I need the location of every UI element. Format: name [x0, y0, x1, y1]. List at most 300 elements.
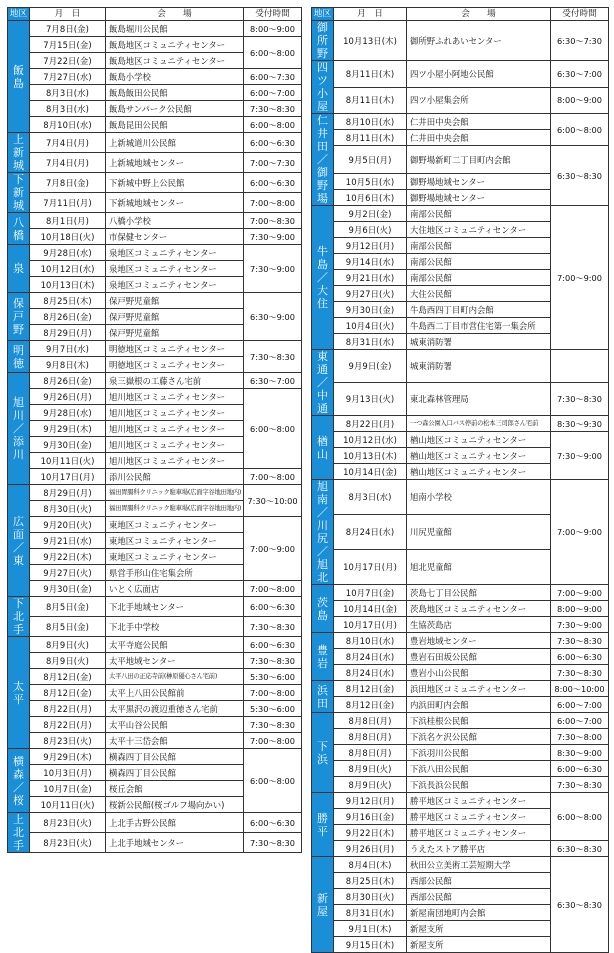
date-cell: 9月12日(月)	[334, 793, 407, 809]
date-cell: 9月30日(金)	[30, 437, 106, 453]
time-cell: 7:30〜9:00	[244, 245, 302, 293]
date-cell: 8月12日(金)	[334, 697, 407, 713]
area-cell: 横森／桜	[8, 749, 30, 813]
table-row	[8, 749, 302, 765]
venue-cell: 福田胃腸科クリニック駐車場(広面字谷地田地内)	[106, 501, 244, 517]
time-cell: 6:00〜7:30	[244, 69, 302, 85]
date-cell: 10月6日(木)	[334, 190, 407, 206]
date-cell: 9月26日(月)	[334, 841, 407, 857]
venue-cell: いとく広面店	[106, 581, 244, 597]
table-row	[312, 665, 609, 681]
venue-cell: 豊岩石田坂公民館	[407, 649, 551, 665]
table-row	[8, 293, 302, 309]
area-cell: 上新城	[8, 133, 30, 173]
date-cell: 8月3日(水)	[30, 101, 106, 117]
table-row	[8, 153, 302, 173]
venue-cell: 御所野ふれあいセンター	[407, 21, 551, 61]
venue-cell: 太平上八田公民館前	[106, 685, 244, 701]
table-row	[8, 597, 302, 617]
date-cell: 7月8日(金)	[30, 21, 106, 37]
date-cell: 9月13日(火)	[334, 383, 407, 416]
time-cell: 6:30〜7:00	[244, 373, 302, 389]
venue-cell: 東地区コミュニティセンター	[106, 517, 244, 533]
table-row	[312, 87, 609, 114]
area-cell: 下北手	[8, 597, 30, 637]
time-cell: 7:30〜10:00	[244, 485, 302, 517]
area-cell: 牛島／大住	[312, 206, 334, 350]
table-row	[8, 117, 302, 133]
table-row	[312, 114, 609, 130]
date-cell: 8月9日(火)	[334, 777, 407, 793]
time-cell: 8:30〜9:30	[551, 416, 609, 432]
table-row	[312, 617, 609, 633]
date-cell: 8月11日(木)	[334, 61, 407, 88]
venue-cell: 太平山谷公民館	[106, 717, 244, 733]
time-cell: 6:30〜9:00	[244, 293, 302, 341]
table-row	[8, 517, 302, 533]
header-area: 地区	[8, 8, 30, 21]
table-row	[8, 833, 302, 853]
table-row	[312, 745, 609, 761]
date-cell: 9月1日(木)	[334, 921, 407, 937]
date-cell: 9月12日(月)	[334, 238, 407, 254]
date-cell: 8月10日(水)	[30, 117, 106, 133]
time-cell: 7:30〜9:00	[551, 617, 609, 633]
date-cell: 8月23日(火)	[30, 833, 106, 853]
table-row	[8, 653, 302, 669]
area-cell: 旭川／添川	[8, 373, 30, 485]
venue-cell: 上北手古野公民館	[106, 813, 244, 833]
date-cell: 7月11日(月)	[30, 193, 106, 213]
venue-cell: 川尻児童館	[407, 515, 551, 550]
time-cell: 7:30〜8:30	[551, 665, 609, 681]
date-cell: 8月23日(火)	[30, 733, 106, 749]
date-cell: 9月7日(水)	[30, 341, 106, 357]
time-cell: 6:00〜6:30	[244, 133, 302, 153]
venue-cell: 太平黒沢の渡辺重徳さん宅前	[106, 701, 244, 717]
date-cell: 8月31日(水)	[334, 334, 407, 350]
table-header-row	[312, 8, 609, 21]
time-cell: 7:00〜9:00	[551, 206, 609, 350]
venue-cell: 福田胃腸科クリニック駐車場(広面字谷地田地内)	[106, 485, 244, 501]
date-cell: 10月18日(火)	[30, 229, 106, 245]
venue-cell: 茨島七丁目公民館	[407, 585, 551, 601]
table-row	[8, 173, 302, 193]
date-cell: 10月7日(金)	[30, 781, 106, 797]
venue-cell: 四ツ小屋小阿地公民館	[407, 61, 551, 88]
date-cell: 9月5日(月)	[334, 146, 407, 174]
venue-cell: 仁井田中央会館	[407, 114, 551, 130]
date-cell: 10月5日(水)	[334, 174, 407, 190]
time-cell: 6:00〜8:00	[244, 749, 302, 813]
venue-cell: 南部公民館	[407, 206, 551, 222]
time-cell: 7:00〜8:00	[244, 733, 302, 749]
venue-cell: 飯島小学校	[106, 69, 244, 85]
venue-cell: 楢山地区コミュニティセンター	[407, 448, 551, 464]
date-cell: 10月7日(金)	[334, 585, 407, 601]
table-row	[8, 581, 302, 597]
date-cell: 9月22日(木)	[334, 825, 407, 841]
date-cell: 8月5日(金)	[30, 597, 106, 617]
date-cell: 8月29日(月)	[30, 325, 106, 341]
venue-cell: 保戸野児童館	[106, 309, 244, 325]
date-cell: 8月4日(木)	[334, 857, 407, 873]
date-cell: 8月30日(火)	[30, 501, 106, 517]
date-cell: 9月2日(金)	[334, 206, 407, 222]
table-row	[8, 69, 302, 85]
schedule-table-right	[311, 7, 609, 953]
table-row	[8, 229, 302, 245]
table-row	[8, 617, 302, 637]
time-cell: 6:00〜6:30	[551, 649, 609, 665]
venue-cell: 下新城中野上公民館	[106, 173, 244, 193]
time-cell: 7:30〜8:30	[244, 101, 302, 117]
time-cell: 7:30〜8:30	[551, 383, 609, 416]
venue-cell: 西部公民館	[407, 889, 551, 905]
venue-cell: 東地区コミュニティセンター	[106, 549, 244, 565]
venue-cell: 牛島西四丁目町内会館	[407, 302, 551, 318]
area-cell: 上北手	[8, 813, 30, 853]
venue-cell: うえたストア勝平店	[407, 841, 551, 857]
table-row	[8, 733, 302, 749]
date-cell: 9月29日(木)	[30, 421, 106, 437]
area-cell: 浜田	[312, 681, 334, 713]
date-cell: 8月23日(火)	[30, 813, 106, 833]
date-cell: 10月12日(水)	[334, 432, 407, 448]
table-row	[312, 777, 609, 793]
table-row	[312, 649, 609, 665]
time-cell: 7:00〜9:00	[244, 517, 302, 581]
area-cell: 八橋	[8, 213, 30, 245]
date-cell: 10月17日(月)	[334, 617, 407, 633]
venue-cell: 勝平地区コミュニティセンター	[407, 809, 551, 825]
date-cell: 8月3日(水)	[334, 480, 407, 515]
time-cell: 7:00〜9:00	[551, 585, 609, 601]
venue-cell: 八橋小学校	[106, 213, 244, 229]
table-row	[312, 480, 609, 515]
time-cell: 8:00〜9:00	[551, 601, 609, 617]
date-cell: 7月4日(月)	[30, 133, 106, 153]
time-cell: 7:30〜8:30	[244, 341, 302, 373]
date-cell: 9月26日(月)	[30, 389, 106, 405]
time-cell: 7:30〜8:00	[551, 729, 609, 745]
venue-cell: 仁井田中央会館	[407, 130, 551, 146]
header-venue: 会 場	[407, 8, 551, 21]
venue-cell: 飯島地区コミュニティセンター	[106, 53, 244, 69]
date-cell: 7月15日(金)	[30, 37, 106, 53]
venue-cell: 秋田公立美術工芸短期大学	[407, 857, 551, 873]
venue-cell: 城東消防署	[407, 350, 551, 383]
time-cell: 5:30〜6:00	[244, 669, 302, 685]
time-cell: 7:00〜8:30	[244, 213, 302, 229]
table-row	[8, 813, 302, 833]
time-cell: 7:00〜8:00	[244, 469, 302, 485]
date-cell: 10月13日(木)	[30, 277, 106, 293]
venue-cell: 牛島西二丁目市営住宅第一集会所	[407, 318, 551, 334]
table-row	[8, 37, 302, 53]
date-cell: 9月9日(金)	[334, 350, 407, 383]
table-row	[8, 193, 302, 213]
table-row	[312, 206, 609, 222]
area-cell: 旭南／川尻／旭北	[312, 480, 334, 585]
time-cell: 6:00〜6:30	[244, 597, 302, 617]
venue-cell: 生協茨島店	[407, 617, 551, 633]
date-cell: 8月24日(水)	[334, 665, 407, 681]
venue-cell: 泉地区コミュニティセンター	[106, 245, 244, 261]
venue-cell: 飯島飯田公民館	[106, 85, 244, 101]
table-row	[312, 350, 609, 383]
venue-cell: 泉三嶽根の工藤さん宅前	[106, 373, 244, 389]
date-cell: 8月26日(金)	[30, 373, 106, 389]
venue-cell: 大住地区コミュニティセンター	[407, 222, 551, 238]
time-cell: 8:00〜9:00	[551, 87, 609, 114]
time-cell: 7:30〜8:30	[551, 633, 609, 649]
date-cell: 9月15日(木)	[334, 937, 407, 953]
area-cell: 豊岩	[312, 633, 334, 681]
date-cell: 8月30日(火)	[334, 889, 407, 905]
table-row	[312, 416, 609, 432]
area-cell: 東通／中通	[312, 350, 334, 416]
date-cell: 9月21日(水)	[30, 533, 106, 549]
date-cell: 8月10日(水)	[334, 114, 407, 130]
area-cell: 新屋	[312, 857, 334, 953]
venue-cell: 上新城道川公民館	[106, 133, 244, 153]
table-row	[8, 717, 302, 733]
date-cell: 10月13日(木)	[334, 21, 407, 61]
table-row	[8, 389, 302, 405]
venue-cell: 南部公民館	[407, 270, 551, 286]
venue-cell: 旭北児童館	[407, 550, 551, 585]
date-cell: 8月3日(水)	[30, 85, 106, 101]
header-date: 月 日	[30, 8, 106, 21]
venue-cell: 西部公民館	[407, 873, 551, 889]
venue-cell: 四ツ小屋集会所	[407, 87, 551, 114]
venue-cell: 県営手形山住宅集会所	[106, 565, 244, 581]
table-row	[8, 341, 302, 357]
venue-cell: 大住公民館	[407, 286, 551, 302]
date-cell: 8月9日(火)	[334, 761, 407, 777]
venue-cell: 太平十三岱会館	[106, 733, 244, 749]
date-cell: 10月3日(月)	[30, 765, 106, 781]
venue-cell: 御野場地域センター	[407, 174, 551, 190]
time-cell: 7:30〜8:30	[244, 717, 302, 733]
date-cell: 8月29日(月)	[30, 485, 106, 501]
venue-cell: 南部公民館	[407, 254, 551, 270]
date-cell: 8月12日(金)	[334, 681, 407, 697]
date-cell: 8月11日(木)	[334, 87, 407, 114]
area-cell: 下新城	[8, 173, 30, 213]
venue-cell: 御野場地域センター	[407, 190, 551, 206]
date-cell: 10月12日(水)	[30, 261, 106, 277]
table-row	[312, 761, 609, 777]
date-cell: 9月16日(金)	[334, 809, 407, 825]
time-cell: 7:30〜8:30	[244, 617, 302, 637]
venue-cell: 太平地域センター	[106, 653, 244, 669]
venue-cell: 東北森林管理局	[407, 383, 551, 416]
time-cell: 7:30〜9:00	[551, 432, 609, 480]
time-cell: 6:00〜6:30	[244, 813, 302, 833]
venue-cell: 内浜田町内会館	[407, 697, 551, 713]
venue-cell: 南部公民館	[407, 238, 551, 254]
table-row	[312, 713, 609, 729]
time-cell: 6:00〜8:00	[244, 37, 302, 69]
venue-cell: 飯島サンパーク公民館	[106, 101, 244, 117]
venue-cell: 新屋南団地町内会館	[407, 905, 551, 921]
venue-cell: 泉地区コミュニティセンター	[106, 261, 244, 277]
venue-cell: 下浜長浜公民館	[407, 777, 551, 793]
date-cell: 9月28日(水)	[30, 245, 106, 261]
date-cell: 8月9日(火)	[30, 637, 106, 653]
table-row	[8, 133, 302, 153]
time-cell: 7:30〜8:30	[244, 653, 302, 669]
date-cell: 7月27日(水)	[30, 69, 106, 85]
table-row	[312, 841, 609, 857]
venue-cell: 旭川地区コミュニティセンター	[106, 389, 244, 405]
venue-cell: 桜新公民館(桜ゴルフ場向かい)	[106, 797, 244, 813]
date-cell: 8月22日(月)	[334, 416, 407, 432]
time-cell: 7:30〜8:30	[551, 777, 609, 793]
venue-cell: 旭南小学校	[407, 480, 551, 515]
time-cell: 6:00〜8:00	[244, 117, 302, 133]
table-row	[312, 146, 609, 174]
venue-cell: 保戸野児童館	[106, 325, 244, 341]
date-cell: 10月11日(火)	[30, 797, 106, 813]
header-venue: 会 場	[106, 8, 244, 21]
date-cell: 8月1日(月)	[30, 213, 106, 229]
time-cell: 7:30〜9:00	[244, 229, 302, 245]
date-cell: 9月14日(水)	[334, 254, 407, 270]
date-cell: 8月24日(水)	[334, 515, 407, 550]
date-cell: 8月8日(月)	[334, 713, 407, 729]
venue-cell: 一つ森公園入口バス停前の松本三司郎さん宅前	[407, 416, 551, 432]
venue-cell: 下北手中学校	[106, 617, 244, 637]
header-date: 月 日	[334, 8, 407, 21]
table-row	[312, 383, 609, 416]
area-cell: 保戸野	[8, 293, 30, 341]
date-cell: 7月4日(月)	[30, 153, 106, 173]
venue-cell: 勝平地区コミュニティセンター	[407, 793, 551, 809]
table-row	[312, 857, 609, 873]
date-cell: 8月8日(月)	[334, 745, 407, 761]
header-time: 受付時間	[244, 8, 302, 21]
venue-cell: 茨島地区コミュニティセンター	[407, 601, 551, 617]
table-row	[8, 213, 302, 229]
date-cell: 9月22日(木)	[30, 549, 106, 565]
time-cell: 8:30〜9:00	[551, 745, 609, 761]
venue-cell: 太平八田の正応寺前(榊原優心さん宅前)	[106, 669, 244, 685]
area-cell: 太平	[8, 637, 30, 749]
time-cell: 6:30〜7:00	[551, 61, 609, 88]
area-cell: 明徳	[8, 341, 30, 373]
date-cell: 9月27日(火)	[334, 286, 407, 302]
time-cell: 8:00〜9:00	[244, 21, 302, 37]
table-row	[8, 685, 302, 701]
venue-cell: 東地区コミュニティセンター	[106, 533, 244, 549]
table-row	[312, 633, 609, 649]
venue-cell: 豊岩小山公民館	[407, 665, 551, 681]
area-cell: 下浜	[312, 713, 334, 793]
table-row	[8, 85, 302, 101]
table-row	[8, 373, 302, 389]
table-row	[8, 469, 302, 485]
date-cell: 8月11日(木)	[334, 130, 407, 146]
date-cell: 9月8日(木)	[30, 357, 106, 373]
table-row	[312, 585, 609, 601]
date-cell: 9月21日(水)	[334, 270, 407, 286]
venue-cell: 城東消防署	[407, 334, 551, 350]
table-row	[8, 485, 302, 501]
table-row	[312, 61, 609, 88]
venue-cell: 下浜名ケ沢公民館	[407, 729, 551, 745]
venue-cell: 楢山地区コミュニティセンター	[407, 464, 551, 480]
time-cell: 6:30〜8:30	[551, 146, 609, 206]
table-header-row	[8, 8, 302, 21]
date-cell: 8月25日(木)	[334, 873, 407, 889]
date-cell: 8月22日(月)	[30, 717, 106, 733]
time-cell: 6:00〜6:30	[244, 637, 302, 653]
venue-cell: 市保健センター	[106, 229, 244, 245]
date-cell: 10月14日(金)	[334, 601, 407, 617]
time-cell: 6:30〜8:30	[551, 857, 609, 953]
venue-cell: 上新城地域センター	[106, 153, 244, 173]
date-cell: 9月30日(金)	[334, 302, 407, 318]
time-cell: 6:00〜7:00	[551, 713, 609, 729]
date-cell: 8月26日(金)	[30, 309, 106, 325]
venue-cell: 旭川地区コミュニティセンター	[106, 437, 244, 453]
area-cell: 四ツ小屋	[312, 61, 334, 114]
table-row	[312, 729, 609, 745]
time-cell: 6:00〜6:30	[551, 761, 609, 777]
time-cell: 6:30〜7:30	[551, 21, 609, 61]
venue-cell: 飯島昆田公民館	[106, 117, 244, 133]
date-cell: 8月5日(金)	[30, 617, 106, 637]
date-cell: 7月22日(金)	[30, 53, 106, 69]
venue-cell: 太平寺庭公民館	[106, 637, 244, 653]
date-cell: 8月31日(水)	[334, 905, 407, 921]
venue-cell: 横森四丁目公民館	[106, 749, 244, 765]
time-cell: 8:00〜10:00	[551, 681, 609, 697]
venue-cell: 飯島地区コミュニティセンター	[106, 37, 244, 53]
time-cell: 6:00〜8:00	[244, 389, 302, 469]
date-cell: 8月25日(木)	[30, 293, 106, 309]
date-cell: 8月12日(金)	[30, 685, 106, 701]
date-cell: 9月20日(火)	[30, 517, 106, 533]
date-cell: 10月4日(火)	[334, 318, 407, 334]
venue-cell: 下浜羽川公民館	[407, 745, 551, 761]
venue-cell: 横森四丁目公民館	[106, 765, 244, 781]
date-cell: 10月13日(木)	[334, 448, 407, 464]
table-row	[8, 21, 302, 37]
date-cell: 10月17日(月)	[334, 550, 407, 585]
venue-cell: 新屋支所	[407, 937, 551, 953]
area-cell: 茨島	[312, 585, 334, 633]
venue-cell: 桜丘会館	[106, 781, 244, 797]
table-row	[8, 101, 302, 117]
venue-cell: 下新城地域センター	[106, 193, 244, 213]
area-cell: 泉	[8, 245, 30, 293]
date-cell: 9月30日(金)	[30, 581, 106, 597]
venue-cell: 勝平地区コミュニティセンター	[407, 825, 551, 841]
date-cell: 8月10日(水)	[334, 633, 407, 649]
table-row	[8, 637, 302, 653]
venue-cell: 下浜桂根公民館	[407, 713, 551, 729]
area-cell: 広面／東	[8, 485, 30, 597]
area-cell: 御所野	[312, 21, 334, 61]
time-cell: 7:00〜8:00	[244, 581, 302, 597]
venue-cell: 添川公民館	[106, 469, 244, 485]
date-cell: 8月9日(火)	[30, 653, 106, 669]
table-row	[8, 245, 302, 261]
